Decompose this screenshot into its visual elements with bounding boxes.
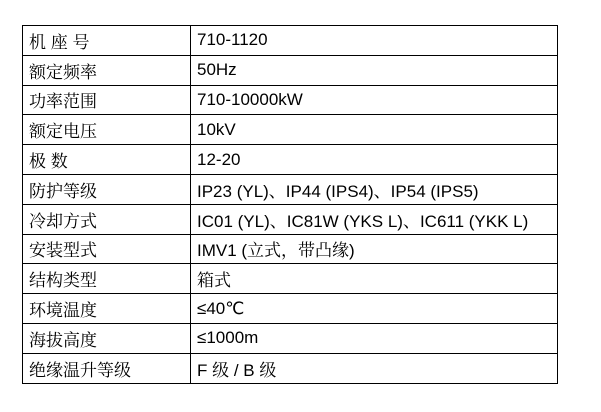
motor-spec-table	[22, 25, 558, 384]
spec-value-cell: ≤40℃	[191, 294, 558, 324]
spec-label-cell: 海拔高度	[23, 323, 191, 353]
table-row	[23, 264, 558, 294]
table-row	[23, 323, 558, 353]
motor-spec-table-container	[22, 25, 558, 384]
spec-label-cell: 额定频率	[23, 55, 191, 85]
table-row	[23, 85, 558, 115]
spec-label-cell: 机 座 号	[23, 26, 191, 56]
spec-value-cell: IMV1 (立式，带凸缘)	[191, 234, 558, 264]
spec-label-cell: 安装型式	[23, 234, 191, 264]
spec-value-cell: 710-10000kW	[191, 85, 558, 115]
table-row	[23, 145, 558, 175]
table-row	[23, 26, 558, 56]
spec-value-cell: 50Hz	[191, 55, 558, 85]
spec-value-cell: 710-1120	[191, 26, 558, 56]
spec-value-cell: 箱式	[191, 264, 558, 294]
spec-label-cell: 冷却方式	[23, 204, 191, 234]
spec-value-cell: 10kV	[191, 115, 558, 145]
table-row	[23, 234, 558, 264]
table-row	[23, 353, 558, 383]
table-row	[23, 55, 558, 85]
spec-label-cell: 绝缘温升等级	[23, 353, 191, 383]
spec-value-cell: ≤1000m	[191, 323, 558, 353]
table-row	[23, 204, 558, 234]
spec-label-cell: 极 数	[23, 145, 191, 175]
table-row	[23, 174, 558, 204]
spec-label-cell: 额定电压	[23, 115, 191, 145]
spec-value-cell: F 级 / B 级	[191, 353, 558, 383]
spec-label-cell: 功率范围	[23, 85, 191, 115]
table-row	[23, 294, 558, 324]
spec-label-cell: 防护等级	[23, 174, 191, 204]
spec-value-cell: 12-20	[191, 145, 558, 175]
spec-table-body	[23, 26, 558, 384]
spec-label-cell: 环境温度	[23, 294, 191, 324]
table-row	[23, 115, 558, 145]
spec-value-cell: IP23 (YL)、IP44 (IPS4)、IP54 (IPS5)	[191, 174, 558, 204]
spec-value-cell: IC01 (YL)、IC81W (YKS L)、IC611 (YKK L)	[191, 204, 558, 234]
spec-label-cell: 结构类型	[23, 264, 191, 294]
